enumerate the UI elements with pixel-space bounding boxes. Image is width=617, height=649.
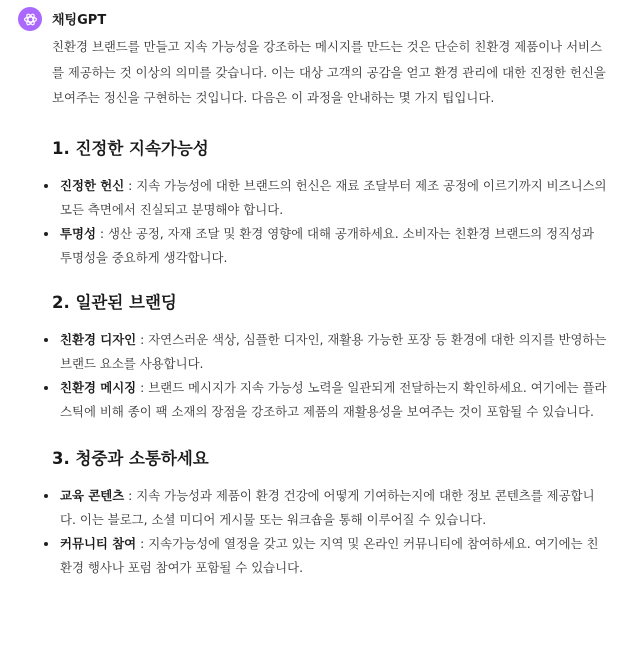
list-item-term: 진정한 헌신 (60, 177, 125, 193)
list-item-text: : 지속가능성에 열정을 갖고 있는 지역 및 온라인 커뮤니티에 참여하세요. 여기에는 친환경 행사나 포럼 참여가 포함될 수 있습니다. (60, 535, 599, 575)
section-heading-3: 3. 청중과 소통하세요 (52, 448, 209, 468)
section-list-2 (52, 328, 608, 424)
intro-paragraph: 친환경 브랜드를 만들고 지속 가능성을 강조하는 메시지를 만드는 것은 단순히 친환경 제품이나 서비스를 제공하는 것 이상의 의미를 갖습니다. 이는 대상 고객의 공감을 얻고 환경 관리에 대한 진정한 헌신을 보여주는 정신을 구현하는 것입니다. 다음은 이 과정을 안내하는 몇 가지 팁입니다. (52, 39, 606, 105)
list-item-text: : 지속 가능성에 대한 브랜드의 헌신은 재료 조달부터 제조 공정에 이르기까지 비즈니스의 모든 측면에서 진실되고 분명해야 합니다. (60, 177, 607, 217)
list-item (52, 376, 608, 424)
list-item-term: 친환경 디자인 (60, 331, 137, 347)
list-item-term: 투명성 (60, 225, 96, 241)
list-item-term: 친환경 메시징 (60, 379, 137, 395)
list-item-text: : 지속 가능성과 제품이 환경 건강에 어떻게 기여하는지에 대한 정보 콘텐츠를 제공합니다. 이는 블로그, 소셜 미디어 게시물 또는 워크숍을 통해 이루어질 수 있습니다. (60, 487, 595, 527)
list-item (52, 222, 608, 270)
section-list-1 (52, 174, 608, 270)
openai-logo-icon (18, 7, 42, 31)
list-item-text: : 자연스러운 색상, 심플한 디자인, 재활용 가능한 포장 등 환경에 대한 의지를 반영하는 브랜드 요소를 사용합니다. (60, 331, 607, 371)
list-item-term: 교육 콘텐츠 (60, 487, 125, 503)
message-author: 채팅GPT (52, 13, 107, 28)
section-list-3 (52, 484, 608, 580)
list-item (52, 328, 608, 376)
section-heading-1: 1. 진정한 지속가능성 (52, 138, 209, 158)
message-content (52, 34, 608, 580)
list-item-term: 커뮤니티 참여 (60, 535, 137, 551)
list-item (52, 484, 608, 532)
list-item (52, 174, 608, 222)
section-heading-2: 2. 일관된 브랜딩 (52, 292, 177, 312)
list-item-text: : 생산 공정, 자재 조달 및 환경 영향에 대해 공개하세요. 소비자는 친환경 브랜드의 정직성과 투명성을 중요하게 생각합니다. (60, 225, 595, 265)
list-item (52, 532, 608, 580)
list-item-text: : 브랜드 메시지가 지속 가능성 노력을 일관되게 전달하는지 확인하세요. 여기에는 플라스틱에 비해 종이 팩 소재의 장점을 강조하고 제품의 재활용성을 보여주는 것이 포함될 수 있습니다. (60, 379, 607, 419)
